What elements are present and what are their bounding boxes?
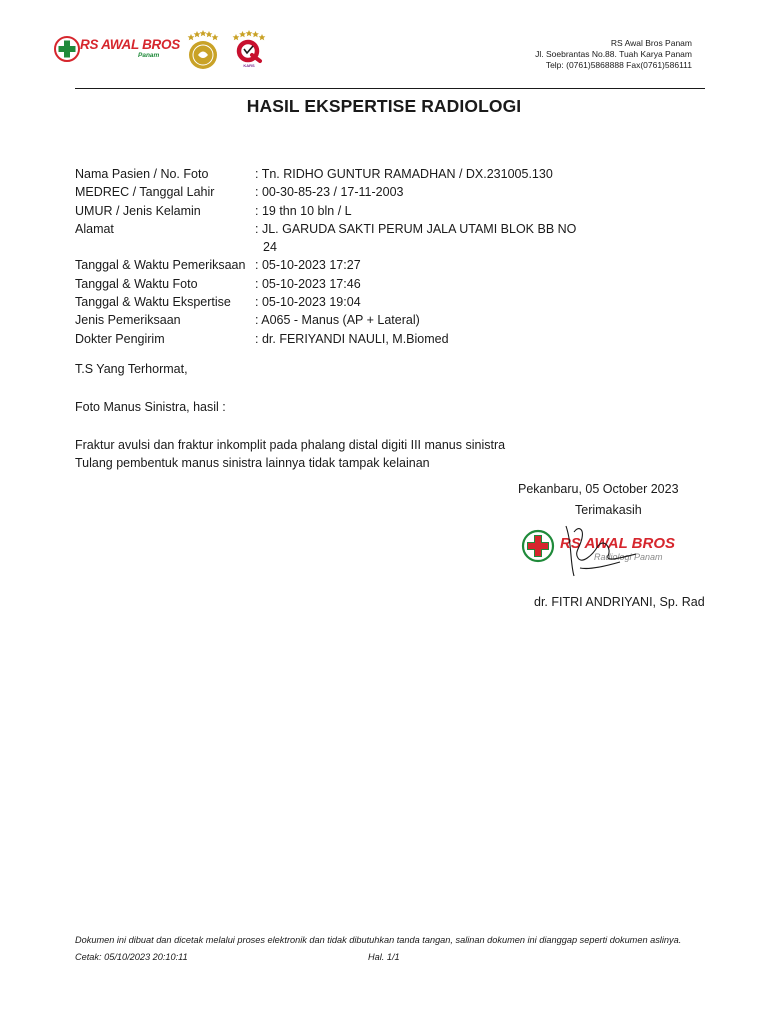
info-row-exam-datetime: [75, 256, 585, 274]
hospital-stamp-with-signature: [520, 518, 680, 582]
info-label: Nama Pasien / No. Foto: [75, 167, 209, 181]
info-row-referring-doctor: [75, 330, 585, 348]
kars-accreditation-logo: [228, 28, 270, 72]
salutation: T.S Yang Terhormat,: [75, 362, 188, 376]
info-label: Tanggal & Waktu Pemeriksaan: [75, 258, 246, 273]
patient-info-table: [75, 165, 585, 348]
hospital-name: RS Awal Bros Panam: [610, 38, 692, 48]
info-row-address: [75, 220, 585, 238]
info-label: Jenis Pemeriksaan: [75, 313, 181, 328]
info-value: : Tn. RIDHO GUNTUR RAMADHAN / DX.231005.130: [255, 167, 553, 181]
radiologist-name: dr. FITRI ANDRIYANI, Sp. Rad: [534, 595, 705, 609]
info-label: Alamat: [75, 221, 114, 236]
kars-caption: KARS: [243, 63, 255, 68]
finding-line: Fraktur avulsi dan fraktur inkomplit pada phalang distal digiti III manus sinistra: [75, 438, 506, 452]
info-row-photo-datetime: [75, 275, 585, 293]
info-value-continued: 24: [263, 240, 277, 255]
info-row-medrec: [75, 183, 585, 201]
header-divider: [75, 88, 705, 89]
finding-line: Tulang pembentuk manus sinistra lainnya tidak tampak kelainan: [75, 456, 430, 470]
signature-closing: Terimakasih: [575, 503, 642, 517]
info-value: : 05-10-2023 17:27: [255, 258, 361, 273]
info-value: : 05-10-2023 19:04: [255, 295, 361, 310]
stamp-text: RS AWAL BROS: [560, 535, 676, 552]
info-value: : JL. GARUDA SAKTI PERUM JALA UTAMI BLOK BB NO: [255, 221, 577, 236]
hospital-logo: [54, 36, 180, 66]
info-row-exam-type: [75, 311, 585, 329]
exam-intro: Foto Manus Sinistra, hasil :: [75, 400, 226, 414]
info-label: Tanggal & Waktu Foto: [75, 276, 198, 291]
red-cross-logo-icon: [54, 36, 80, 62]
info-row-address-cont: [75, 238, 585, 256]
document-title: HASIL EKSPERTISE RADIOLOGI: [246, 96, 522, 116]
logo-subtext: Panam: [138, 52, 160, 59]
info-row-patient-name: [75, 165, 585, 183]
info-label: MEDREC / Tanggal Lahir: [75, 185, 215, 200]
stamp-subtext: Radiologi Panam: [594, 552, 663, 562]
footer-disclaimer: Dokumen ini dibuat dan dicetak melalui proses elektronik dan tidak dibutuhkan tanda tangan, salinan dokumen ini dianggap seperti dokumen aslinya.: [75, 935, 682, 945]
accreditation-seal-icon: [182, 28, 224, 72]
info-row-age-gender: [75, 202, 585, 220]
info-label: UMUR / Jenis Kelamin: [75, 203, 201, 218]
info-value: : 00-30-85-23 / 17-11-2003: [255, 185, 404, 200]
info-label: Tanggal & Waktu Ekspertise: [75, 295, 231, 310]
info-value: : dr. FERIYANDI NAULI, M.Biomed: [255, 331, 449, 346]
info-value: : 19 thn 10 bln / L: [255, 203, 352, 218]
footer-print-time: Cetak: 05/10/2023 20:10:11: [75, 952, 188, 962]
hospital-contact: Telp: (0761)5868888 Fax(0761)586111: [545, 60, 692, 70]
info-value: : 05-10-2023 17:46: [255, 276, 361, 291]
logo-text: RS AWAL BROS: [80, 37, 180, 52]
footer-page-number: Hal. 1/1: [368, 952, 400, 962]
info-label: Dokter Pengirim: [75, 331, 165, 346]
hospital-address: Jl. Soebrantas No.88. Tuah Karya Panam: [535, 49, 692, 59]
info-row-expertise-datetime: [75, 293, 585, 311]
findings: [75, 436, 505, 472]
signature-place-date: Pekanbaru, 05 October 2023: [518, 482, 679, 496]
info-value: : A065 - Manus (AP + Lateral): [255, 313, 420, 328]
hospital-info: [535, 38, 692, 71]
